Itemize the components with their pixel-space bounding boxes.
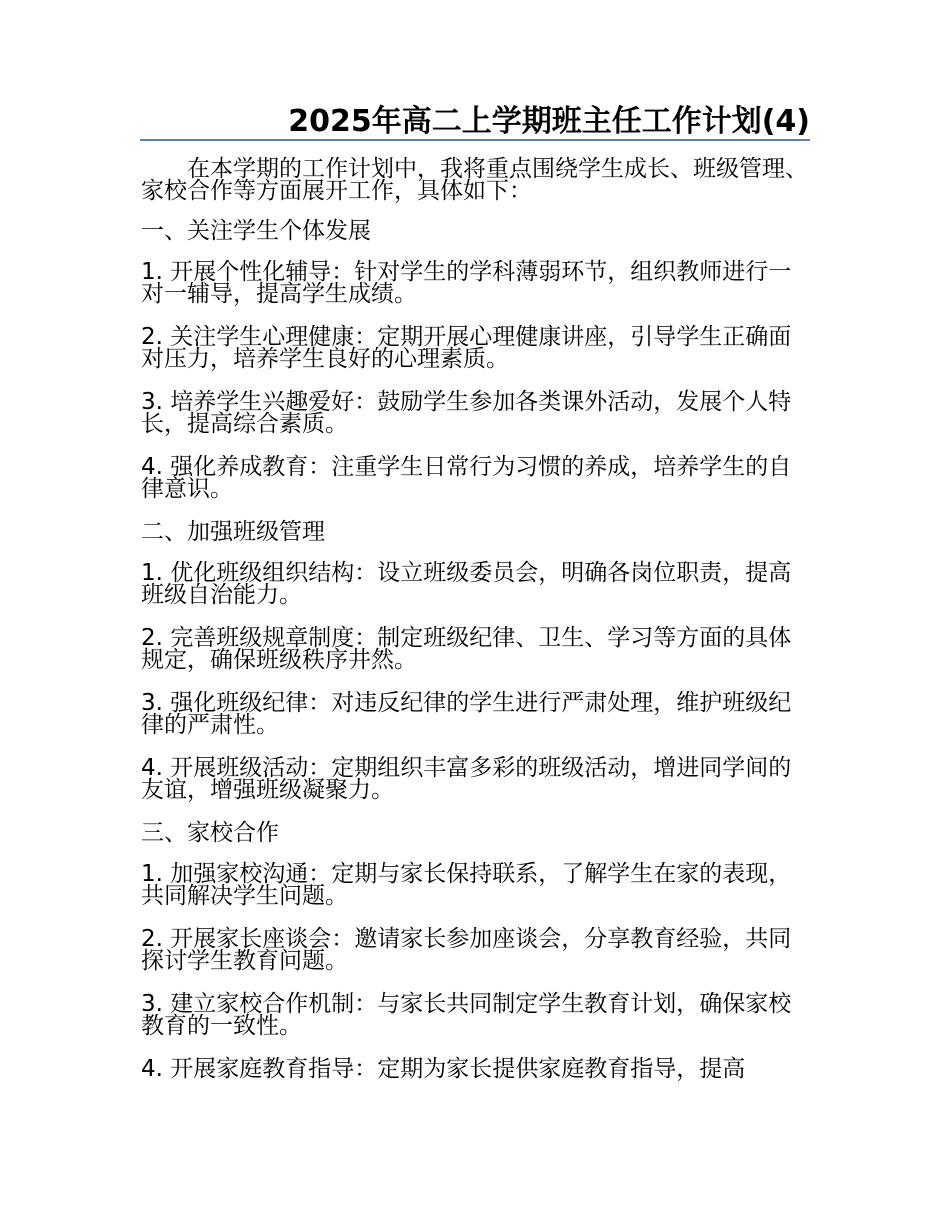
list-item: 3. 培养学生兴趣爱好：鼓励学生参加各类课外活动，发展个人特长，提高综合素质。	[141, 389, 792, 437]
list-item: 2. 开展家长座谈会：邀请家长参加座谈会，分享教育经验，共同探讨学生教育问题。	[141, 926, 792, 974]
section-heading: 二、加强班级管理	[141, 519, 325, 545]
document-title: 2025年高二上学期班主任工作计划(4)	[288, 104, 810, 139]
list-item: 1. 优化班级组织结构：设立班级委员会，明确各岗位职责，提高班级自治能力。	[141, 560, 792, 608]
list-item: 1. 开展个性化辅导：针对学生的学科薄弱环节，组织教师进行一对一辅导，提高学生成绩。	[141, 259, 792, 307]
list-item: 4. 开展班级活动：定期组织丰富多彩的班级活动，增进同学间的友谊，增强班级凝聚力。	[141, 755, 792, 803]
list-item: 4. 开展家庭教育指导：定期为家长提供家庭教育指导，提高	[141, 1056, 746, 1082]
section-heading: 三、家校合作	[141, 820, 279, 846]
list-item: 2. 完善班级规章制度：制定班级纪律、卫生、学习等方面的具体规定，确保班级秩序井然。	[141, 625, 792, 673]
title-underline	[140, 139, 810, 141]
intro-paragraph: 在本学期的工作计划中，我将重点围绕学生成长、班级管理、家校合作等方面展开工作，具体如下：	[141, 156, 808, 204]
list-item: 3. 建立家校合作机制：与家长共同制定学生教育计划，确保家校教育的一致性。	[141, 991, 792, 1039]
section-heading: 一、关注学生个体发展	[141, 218, 371, 244]
list-item: 4. 强化养成教育：注重学生日常行为习惯的养成，培养学生的自律意识。	[141, 454, 792, 502]
document-body	[141, 158, 811, 1101]
list-item: 1. 加强家校沟通：定期与家长保持联系，了解学生在家的表现，共同解决学生问题。	[141, 861, 792, 909]
list-item: 3. 强化班级纪律：对违反纪律的学生进行严肃处理，维护班级纪律的严肃性。	[141, 690, 792, 738]
list-item: 2. 关注学生心理健康：定期开展心理健康讲座，引导学生正确面对压力，培养学生良好的心理素质。	[141, 324, 792, 372]
